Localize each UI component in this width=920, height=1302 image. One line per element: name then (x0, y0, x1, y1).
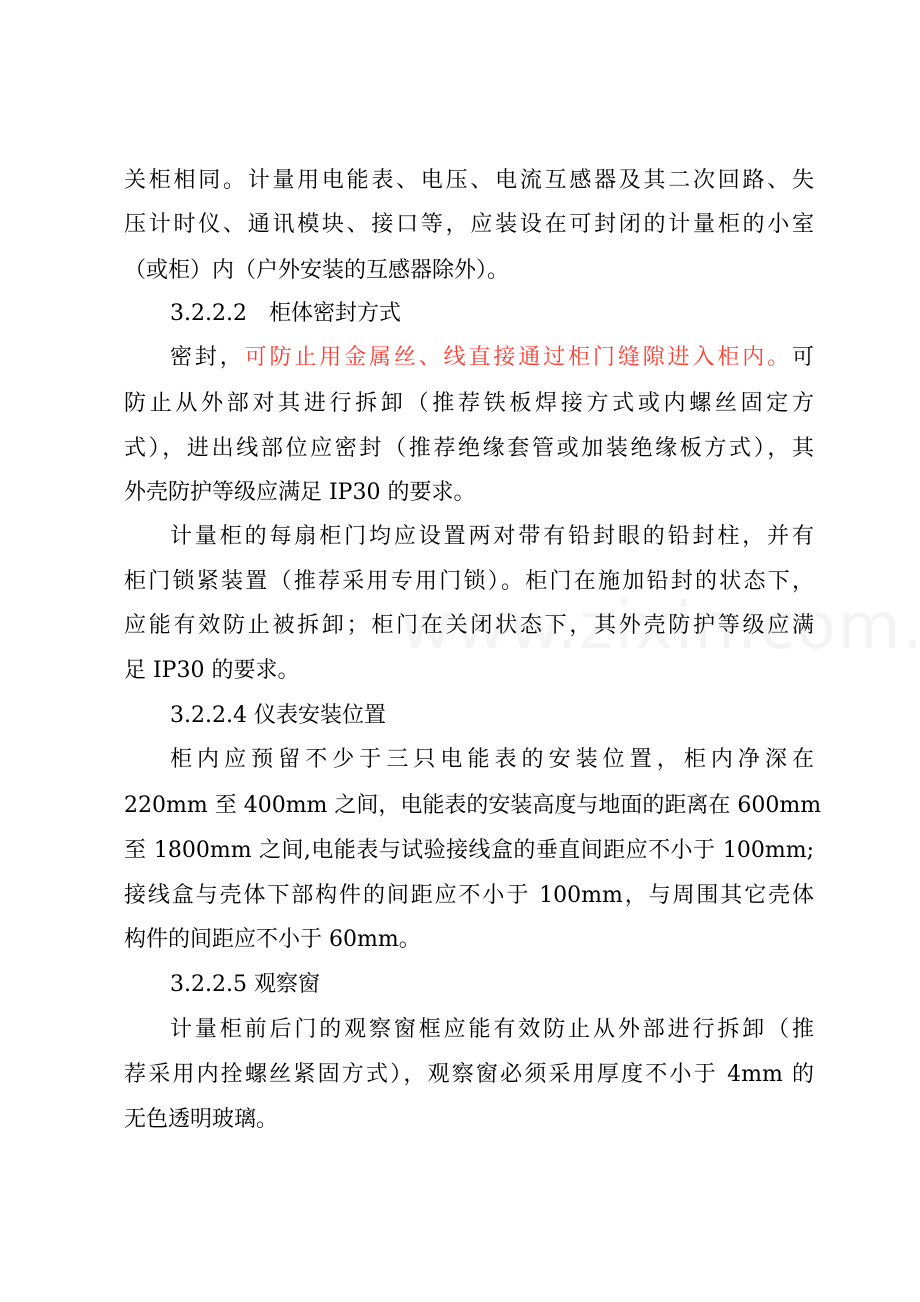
paragraph-text: 密封， (170, 345, 245, 370)
paragraph-line: 220mm 至 400mm 之间，电能表的安装高度与地面的距离在 600mm (124, 793, 822, 818)
highlighted-text: 可防止用金属丝、线直接通过柜门缝隙进入柜内。 (244, 345, 792, 370)
section-heading: 3.2.2.2 柜体密封方式 (170, 301, 401, 326)
paragraph-line: （或柜）内（户外安装的互感器除外）。 (124, 258, 510, 283)
paragraph-line (170, 343, 814, 373)
section-heading: 3.2.2.5 观察窗 (170, 972, 320, 997)
paragraph-line: 接线盒与壳体下部构件的间距应不小于 100mm，与周围其它壳体 (124, 883, 814, 908)
paragraph-line: 无色透明玻璃。 (124, 1107, 279, 1132)
paragraph-line: 外壳防护等级应满足 IP30 的要求。 (124, 480, 476, 505)
paragraph-line: 计量柜的每扇柜门均应设置两对带有铅封眼的铅封柱，并有 (170, 524, 814, 549)
paragraph-line: 应能有效防止被拆卸；柜门在关闭状态下，其外壳防护等级应满 (124, 613, 814, 638)
paragraph-line: 防止从外部对其进行拆卸（推荐铁板焊接方式或内螺丝固定方 (124, 391, 814, 416)
section-heading: 3.2.2.4 仪表安装位置 (170, 703, 386, 728)
paragraph-line: 柜内应预留不少于三只电能表的安装位置，柜内净深在 (170, 747, 814, 772)
paragraph-line: 荐采用内拴螺丝紧固方式），观察窗必须采用厚度不小于 4mm 的 (124, 1062, 814, 1087)
paragraph-line: 足 IP30 的要求。 (124, 658, 300, 683)
paragraph-line: 构件的间距应不小于 60mm。 (124, 927, 421, 952)
paragraph-line: 压计时仪、通讯模块、接口等，应装设在可封闭的计量柜的小室 (124, 212, 814, 237)
paragraph-line: 关柜相同。计量用电能表、电压、电流互感器及其二次回路、失 (124, 168, 814, 193)
paragraph-text: 可 (791, 345, 814, 370)
paragraph-line: 式），进出线部位应密封（推荐绝缘套管或加装绝缘板方式），其 (124, 436, 814, 461)
paragraph-line: 至 1800mm 之间,电能表与试验接线盒的垂直间距应不小于 100mm; (124, 838, 814, 863)
paragraph-line: 柜门锁紧装置（推荐采用专用门锁）。柜门在施加铅封的状态下， (124, 569, 814, 594)
paragraph-line: 计量柜前后门的观察窗框应能有效防止从外部进行拆卸（推 (170, 1017, 814, 1042)
